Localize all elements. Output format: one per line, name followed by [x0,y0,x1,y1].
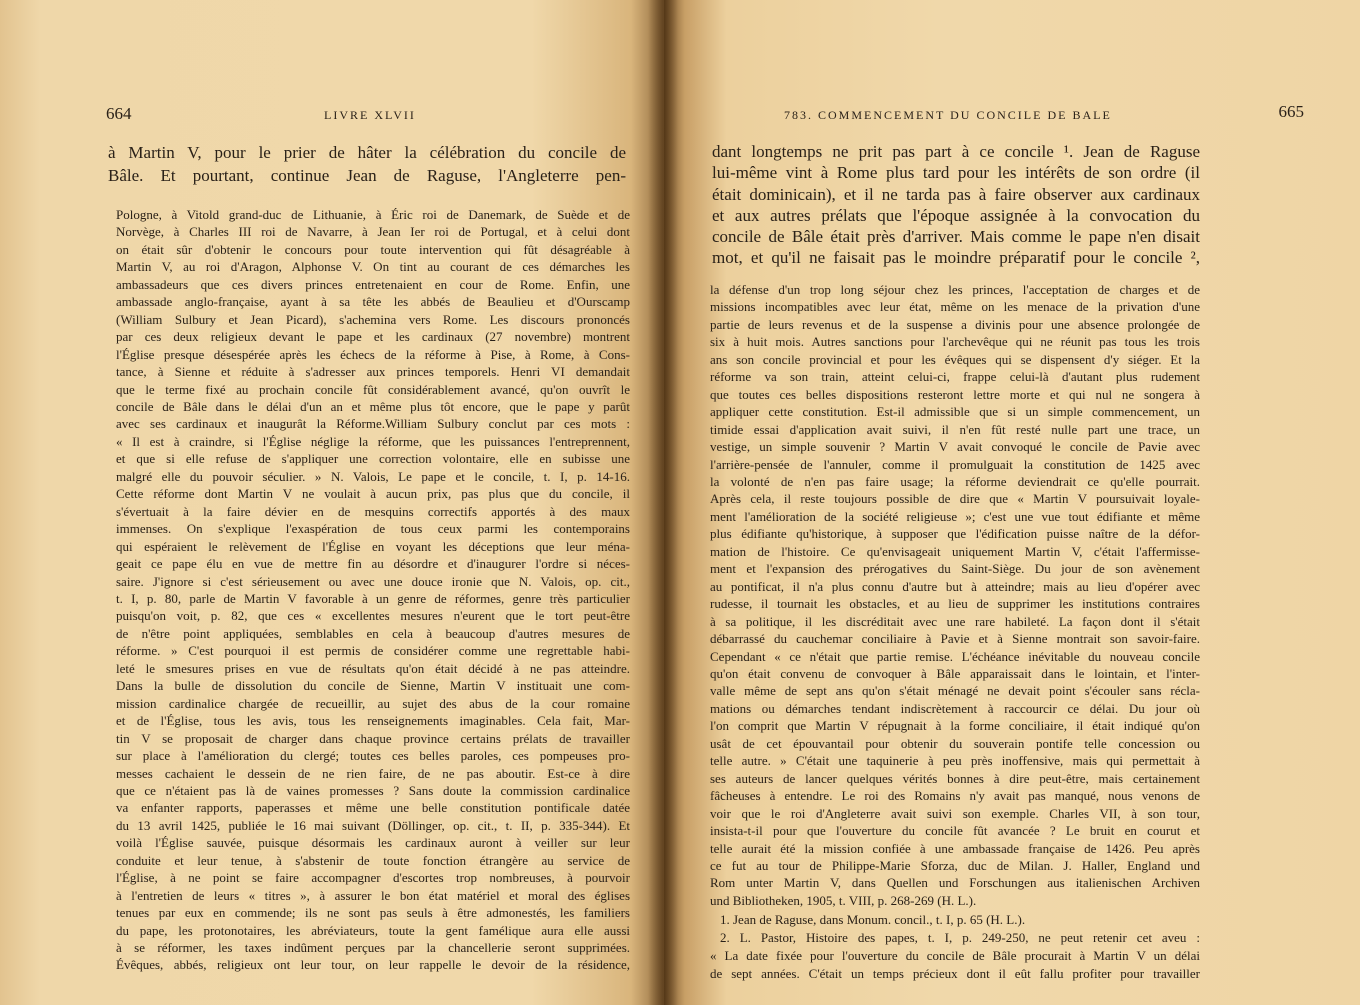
footnote-line: l'Église presque désespérée après les échecs de la réforme à Pise, à Rome, à Cons- [116,346,630,362]
footnote-line: fâcheuses à entendre. Le roi des Romains n'y avait pas manqué, nous venons de [710,788,1200,804]
footnote-line: ambassadeurs que ces divers princes entretenaient en cour de Rome. Enfin, une [116,276,630,292]
footnote-line: telle autre. » C'était une taquinerie à peu près inoffensive, mais qui permettait à [710,753,1200,769]
footnote-line: ans son concile provincial et pour les évêques qui se dispensent d'y siéger. Et la [710,351,1200,367]
footnote-line: concile de Bâle dans le délai d'un an et même plus tôt encore, que le pape y parût [116,398,630,414]
footnote-line: t. I, p. 80, parle de Martin V favorable à un genre de réformes, genre très particulier [116,590,630,606]
footnote-line: timide essai d'application avait suivi, il n'en fût resté nulle part une trace, un [710,421,1200,437]
footnote-line: que toutes ces belles dispositions resteront lettre morte et qui nul ne songera à [710,386,1200,402]
footnote-line: voir que le roi d'Angleterre avait suivi son exemple. Charles VII, à son tour, [710,805,1200,821]
footnote-line: malgré elle du pouvoir séculier. » N. Valois, Le pape et le concile, t. I, p. 14-16. [116,468,630,484]
footnote-line: geait ce pape élu en vue de mettre fin au désordre et d'inaugurer l'ordre si néces- [116,556,630,572]
footnote-line: avec ses cardinaux et inaugurât la Réforme.William Sulbury conclut par ces mots : [116,416,630,432]
footnote-line: on était sûr d'obtenir le concours pour toute intervention qui fût désagréable à [116,241,630,257]
footnote-line: au pontificat, il n'a plus connu d'autre but à atteindre; mais au lieu d'opérer avec [710,578,1200,594]
footnote-line: mation de l'histoire. Ce qu'envisageait uniquement Martin V, c'était l'affermisse- [710,543,1200,559]
text-line: lui-même vint à Rome plus tard pour les intérêts de son ordre (il [712,163,1200,183]
footnote-line: « Il est à craindre, si l'Église néglige la réforme, que les puissances l'entreprennent, [116,433,630,449]
footnote-line: ment et l'expansion des prérogatives du Saint-Siège. Du jour de son avènement [710,561,1200,577]
text-line: Bâle. Et pourtant, continue Jean de Raguse, l'Angleterre pen- [108,166,626,185]
footnote-line: réforme. » C'est pourquoi il est permis de considérer comme une regrettable habi- [116,643,630,659]
footnote-line: à l'entretien de leurs « titres », à assurer le bon état matériel et moral des églises [116,887,630,903]
footnote-line: puisqu'on voit, p. 82, que ces « excellentes mesures n'eurent que le tort peut-être [116,608,630,624]
footnote-line: et de l'Église, tous les avis, tous les renseignements imaginables. Cela fait, Mar- [116,713,630,729]
footnote-line: ses auteurs de lancer quelques vérités bonnes à dire peut-être, mais certainement [710,770,1200,786]
page-number: 664 [106,104,132,123]
footnote-line: par ces deux religieux devant le pape et les cardinaux (27 novembre) montrent [116,329,630,345]
footnote-line: Cependant « ce n'était que partie remise. L'échéance inévitable du nouveau concile [710,648,1200,664]
footnote-line: Martin V, au roi d'Aragon, Alphonse V. On tint au courant de ces démarches les [116,259,630,275]
text-line: et aux autres prélats que l'époque assignée à la convocation du [712,205,1200,225]
footnote-line: Cette réforme dont Martin V ne voulait à aucun prix, pas plus que du concile, il [116,486,630,502]
right-page [664,0,1360,1005]
footnote-line: missions incompatibles avec leur état, même on les menace de la privation d'une [710,299,1200,315]
text-line: concile de Bâle était près d'arriver. Mais comme le pape n'en disait [712,227,1200,247]
footnote-line: 1. Jean de Raguse, dans Monum. concil., t. I, p. 65 (H. L.). [720,912,1026,927]
left-page-header [106,102,636,126]
footnote-line: Évêques, abbés, religieux ont leur tour, on leur rappelle le devoir de la résidence, [116,957,630,973]
footnote-line: réforme va son train, atteint celui-ci, frappe celui-là d'autant plus rudement [710,369,1200,385]
footnote-line: Norvège, à Charles III roi de Navarre, à Jean Ier roi de Portugal, et à celui dont [116,224,630,240]
footnote-line: à se réformer, les taxes indûment perçues par la chancellerie seront supprimées. [116,940,630,956]
text-line: dant longtemps ne prit pas part à ce concile ¹. Jean de Raguse [712,142,1200,161]
footnote-line: la défense d'un trop long séjour chez les princes, l'acceptation de charges et de [710,282,1200,297]
footnote-line: à sa politique, il les discréditait avec une rare habileté. La façon dont il s'était [710,613,1200,629]
footnote-line: tenues par eux en commende; ils ne sont pas seuls à être admonestés, les familiers [116,905,630,921]
footnote-line: mission cardinalice chargée de recueillir, au sujet des abus de la cour romaine [116,695,630,711]
footnote-line: ment l'amélioration de la société religieuse »; c'est une vue tout édifiante et même [710,508,1200,524]
footnote-line: und Bibliotheken, 1905, t. VIII, p. 268-269 (H. L.). [710,892,977,908]
footnote-line: s'évertuait à la faire dévier en de mesquins correctifs apportés à des maux [116,503,630,519]
footnote-line: l'arrière-pensée de l'annuler, comme il promulguait la constitution de 1425 avec [710,456,1200,472]
footnote-line: du 13 avril 1425, publiée le 16 mai suivant (Döllinger, op. cit., t. II, p. 335-344). Et [116,817,630,833]
running-head: LIVRE XLVII [324,108,416,122]
footnote-line: de n'être point appliquées, semblables en cela à beaucoup d'autres mesures de [116,625,630,641]
footnote-line: débarrassé du cauchemar conciliaire à Pavie et à Sienne montrait son savoir-faire. [710,631,1200,647]
footnote-line: Dans la bulle de dissolution du concile de Sienne, Martin V instituait une com- [116,678,630,694]
footnote-line: immenses. On s'explique l'exaspération de tous ceux parmi les contemporains [116,521,630,537]
footnote-line: mations ou démarches tendant indiscrètement à raccourcir ce délai. Du jour où [710,700,1200,716]
footnote-line: messes cachaient le dessein de ne rien faire, de ne pas aboutir. Est-ce à dire [116,765,630,781]
text-line: était dominicain), et il ne tarda pas à faire observer aux cardinaux [712,184,1200,204]
main-text [712,141,1200,269]
footnote-line: appliquer cette constitution. Est-il admissible que si un simple commencement, un [710,404,1200,420]
footnote-line: ambassade anglo-française, ayant à sa tête les abbés de Beaulieu et d'Ourscamp [116,294,630,310]
footnote-line: va enfanter rapports, paperasses et même une belle constitution pontificale datée [116,800,630,816]
footnote-line: l'Église, à ne point se faire accompagner d'escortes trop nombreuses, à pourvoir [116,870,630,886]
footnote-line: du pape, les protonotaires, les abréviateurs, toute la gent famélique aura elle aussi [116,922,630,938]
footnote-line: leté le smesures prises en vue de résultats qu'on était décidé à ne pas atteindre. [116,660,630,676]
footnote-line: Rom unter Martin V, dans Quellen und Forschungen aus italienischen Archiven [710,875,1200,891]
footnotes [710,911,1200,983]
footnote-line: de sept années. C'était un temps précieux dont il eût fallu profiter pour travailler [710,966,1200,981]
footnote-line: qui espéraient le relèvement de l'Église en voyant les déceptions que leur ména- [116,538,630,554]
footnote-line: valle même de sept ans qu'on s'était ménagé ne devait point s'écouler sans récla- [710,683,1200,699]
footnote-line: six à huit mois. Autres sanctions pour l'archevêque qui ne réunit pas tous les trois [710,334,1200,350]
book-gutter [648,0,678,1005]
footnote-line: insista-t-il pour que l'ouverture du concile fût avancée ? Le bruit en courut et [710,823,1200,839]
footnote-continuation [116,206,630,974]
text-line: mot, et qu'il ne faisait pas le moindre préparatif pour le concile ², [712,248,1200,268]
footnote-line: vestige, un simple souvenir ? Martin V avait convoqué le concile de Pavie avec [710,439,1200,455]
footnote-line: usât de cet épouvantail pour obtenir du souverain pontife telle concession ou [710,735,1200,751]
footnote-line: plus édifiante qu'historique, à supposer que l'édification puisse naître de la défor- [710,526,1200,542]
footnote-line: et que si elle refuse de s'appliquer une correction volontaire, elle en subisse une [116,451,630,467]
footnote-line: 2. L. Pastor, Histoire des papes, t. I, p. 249-250, ne peut retenir cet aveu : [720,930,1200,945]
footnote-line: « La date fixée pour l'ouverture du concile de Bâle procurait à Martin V un délai [710,948,1200,963]
footnote-line: la volonté de n'en pas faire usage; la réforme deviendrait ce qu'elle pourrait. [710,473,1200,489]
footnote-line: saire. J'ignore si c'est sérieusement ou avec une douce ironie que N. Valois, op. cit., [116,573,630,589]
footnote-continuation [710,281,1200,909]
footnote-line: partie de leurs revenus et de la suspense a divinis pour une absence prolongée de [710,316,1200,332]
footnote-line: tance, à Sienne et réduite à s'adresser aux princes temporels. Henri VI demandait [116,364,630,380]
footnote-line: qu'on était convenu de convoquer à Bâle apparaissait dans le lointain, et l'inter- [710,665,1200,681]
running-head: 783. COMMENCEMENT DU CONCILE DE BALE [784,108,1112,122]
page-number: 665 [1278,102,1304,121]
footnote-line: Pologne, à Vitold grand-duc de Lithuanie, à Éric roi de Danemark, de Suède et de [116,207,630,222]
main-text [108,141,626,187]
text-line: à Martin V, pour le prier de hâter la célébration du concile de [108,143,626,162]
footnote-line: tin V se proposait de charger dans chaque province certains prélats de travailler [116,730,630,746]
footnote-line: l'on comprit que Martin V répugnait à la forme conciliaire, il était indiqué qu'on [710,718,1200,734]
right-page-header [784,102,1304,126]
footnote-line: conduite et leur tenue, à s'abstenir de toute fonction étrangère au service de [116,852,630,868]
left-page [0,0,664,1005]
footnote-line: ce fut au tour de Philippe-Marie Sforza, duc de Milan. J. Haller, England und [710,857,1200,873]
footnote-line: voilà l'Église sauvée, puisque désormais les cardinaux auront à veiller sur leur [116,835,630,851]
footnote-line: que le terme fixé au prochain concile fût considérablement avancé, qu'on ouvrît le [116,381,630,397]
footnote-line: Après cela, il reste toujours possible de dire que « Martin V poursuivait loyale- [710,491,1200,507]
footnote-line: (William Sulbury et Jean Picard), s'achemina vers Rome. Les discours prononcés [116,311,630,327]
footnote-line: rudesse, il tournait les obstacles, et au lieu de supprimer les institutions contraires [710,596,1200,612]
footnote-line: telle aurait été la mission confiée à une ambassade française de 1426. Peu après [710,840,1200,856]
footnote-line: sur place à l'amélioration du clergé; toutes ces belles paroles, ces pompeuses pro- [116,748,630,764]
footnote-line: que ce n'étaient pas là de vaines promesses ? Sans doute la commission cardinalice [116,782,630,798]
